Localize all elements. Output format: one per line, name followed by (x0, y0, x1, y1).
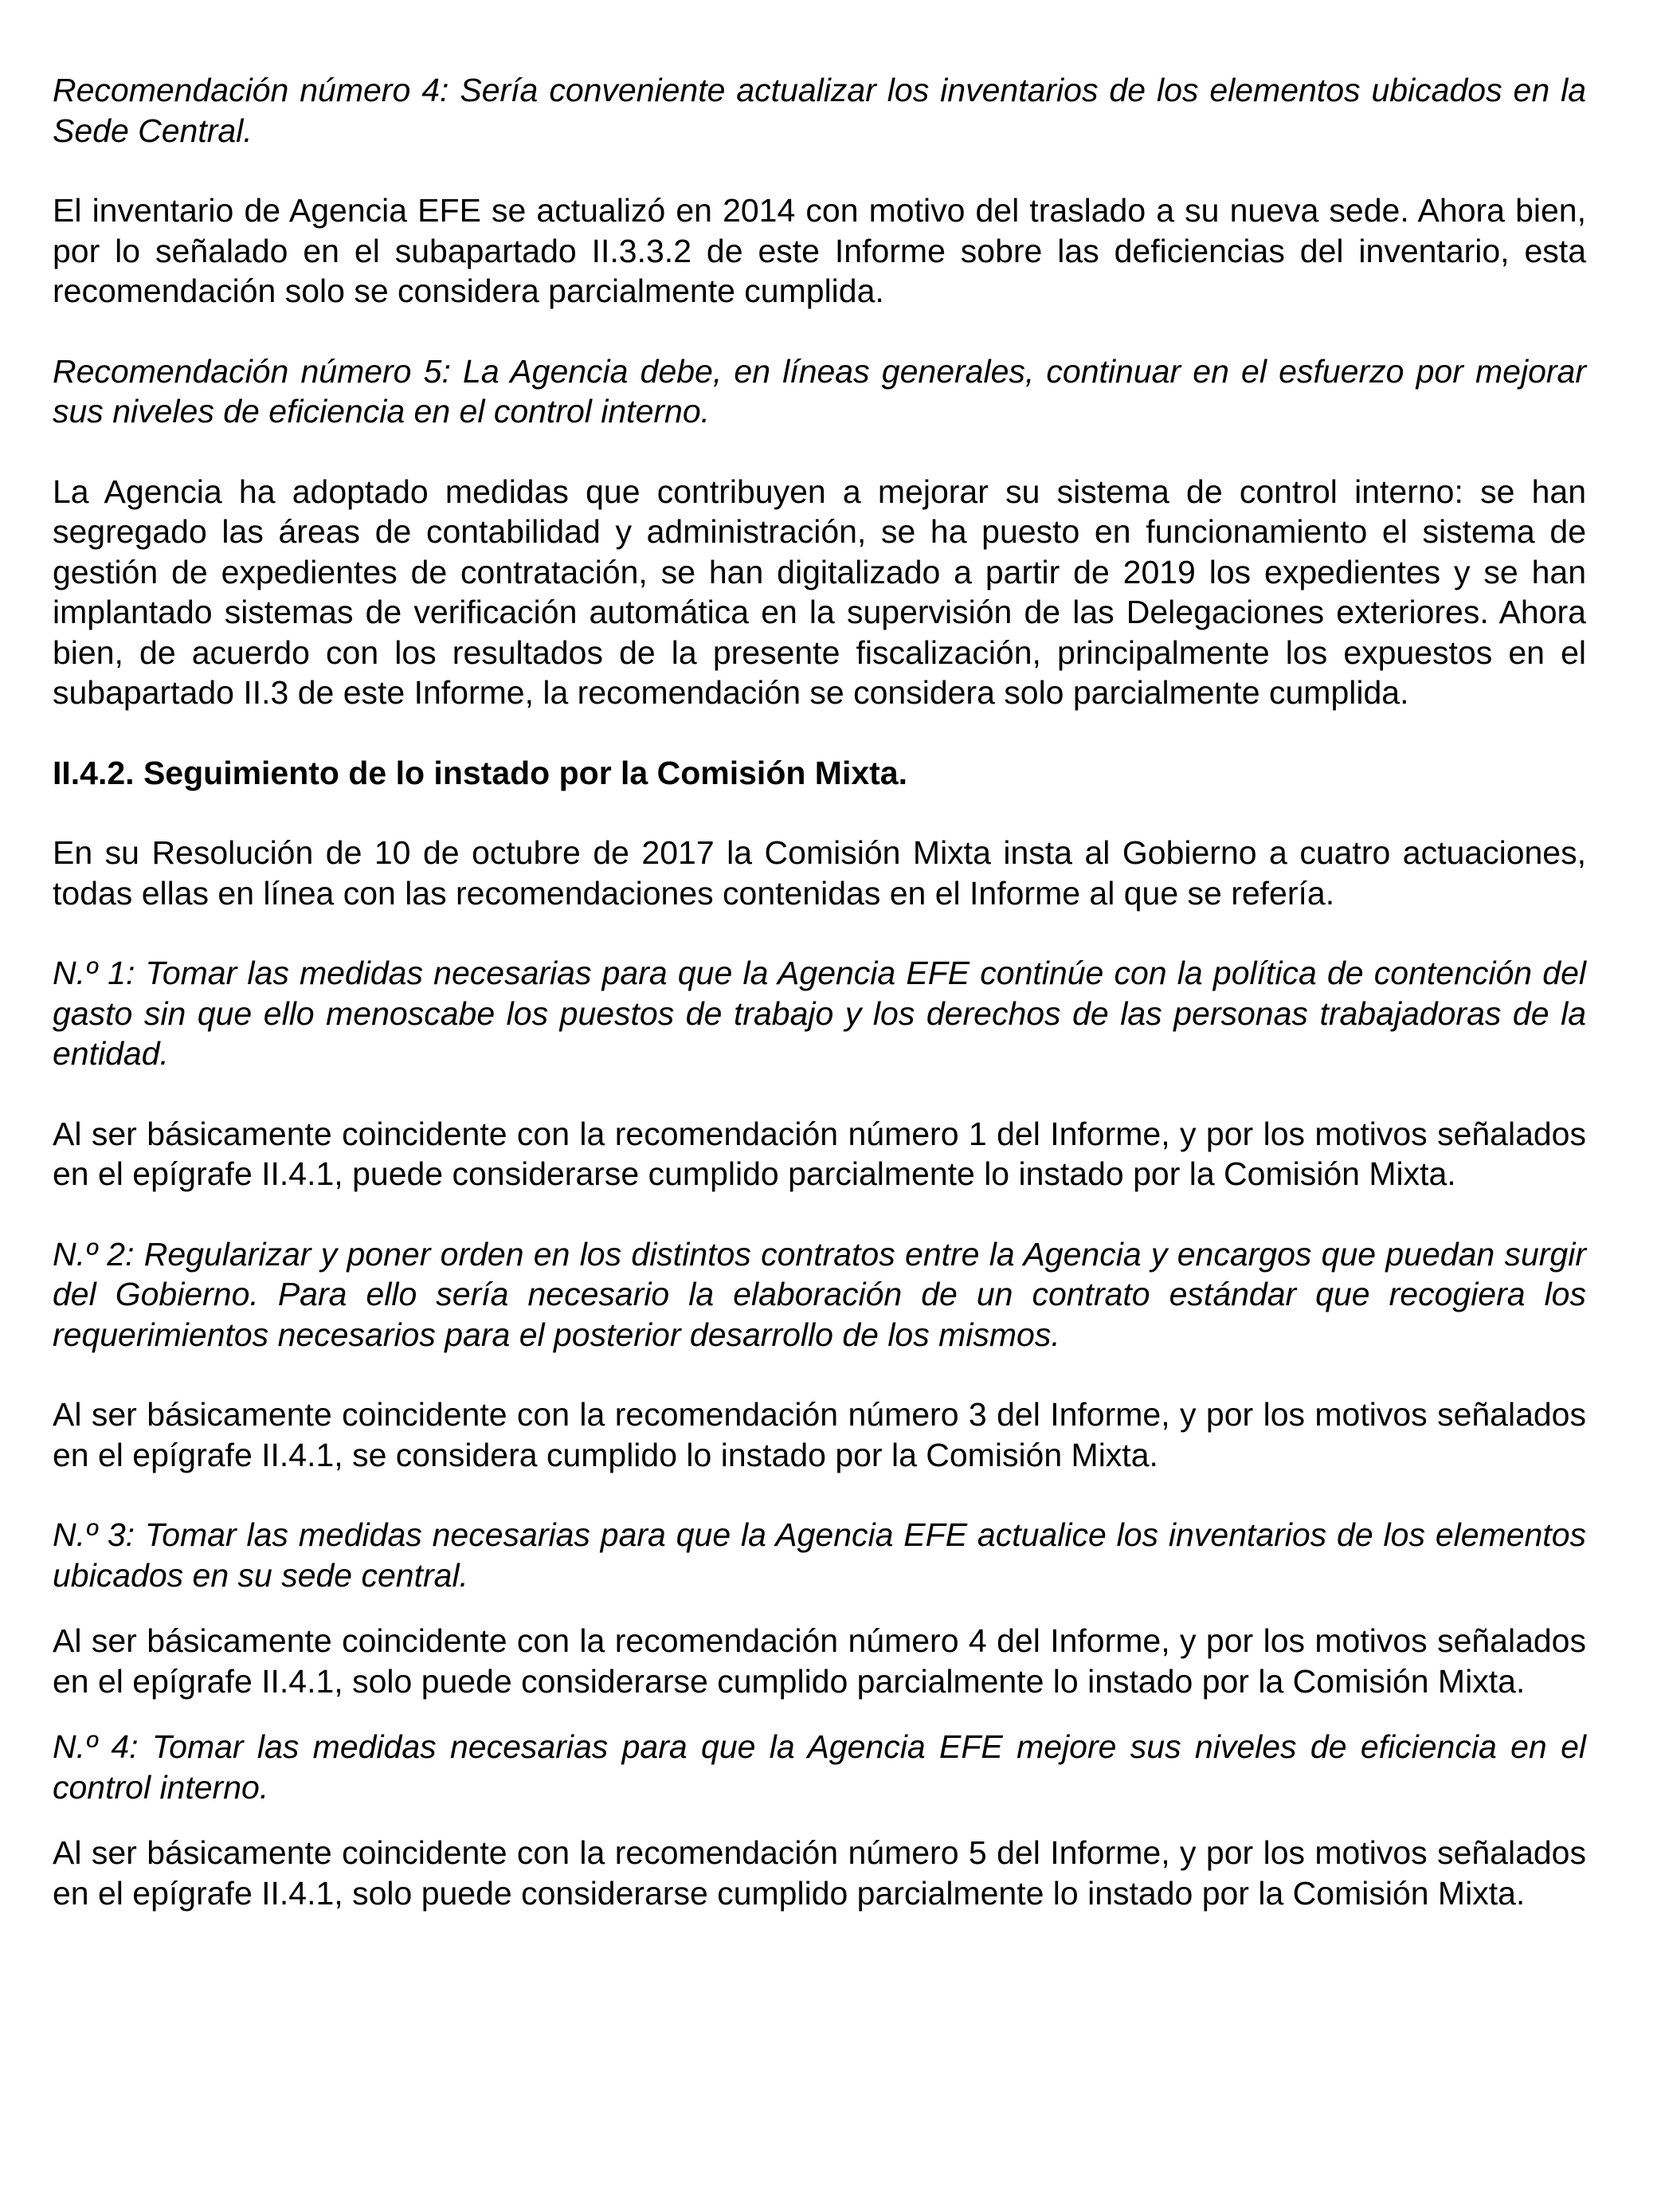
paragraph-recomendacion-4: Recomendación número 4: Sería conveniente actualizar los inventarios de los elementos ubicados en la Sede Central. (53, 72, 1586, 149)
paragraph-instancia-3: N.º 3: Tomar las medidas necesarias para que la Agencia EFE actualice los inventarios de los elementos ubicados en su sede central. (53, 1516, 1586, 1594)
paragraph-control-interno: La Agencia ha adoptado medidas que contribuyen a mejorar su sistema de control interno: se han segregado las áreas de contabilidad y administración, se ha puesto en funcionamiento el sistema de gestión de expedientes de contratación, se han digitalizado a partir de 2019 los expedientes y se han implantado sistemas de verificación automática en la supervisión de las Delegaciones exteriores. Ahora bien, de acuerdo con los resultados de la presente fiscalización, principalmente los expuestos en el subapartado II.3 de este Informe, la recomendación se considera solo parcialmente cumplida. (53, 473, 1586, 711)
paragraph-inventario-efe: El inventario de Agencia EFE se actualizó en 2014 con motivo del traslado a su nueva sede. Ahora bien, por lo señalado en el subapartado II.3.3.2 de este Informe sobre las deficiencias del inventario, esta recomendación solo se considera parcialmente cumplida. (53, 192, 1586, 309)
section-heading-ii-4-2: II.4.2. Seguimiento de lo instado por la Comisión Mixta. (53, 754, 907, 791)
paragraph-instancia-4: N.º 4: Tomar las medidas necesarias para que la Agencia EFE mejore sus niveles de eficiencia en el control interno. (53, 1728, 1586, 1806)
paragraph-seguimiento-1: Al ser básicamente coincidente con la recomendación número 1 del Informe, y por los motivos señalados en el epígrafe II.4.1, puede considerarse cumplido parcialmente lo instado por la Comisión Mixta. (53, 1115, 1586, 1192)
document-page (53, 70, 1586, 1913)
paragraph-instancia-2: N.º 2: Regularizar y poner orden en los distintos contratos entre la Agencia y encargos que puedan surgir del Gobierno. Para ello sería necesario la elaboración de un contrato estándar que recogiera los requerimientos necesarios para el posterior desarrollo de los mismos. (53, 1235, 1586, 1353)
paragraph-instancia-1: N.º 1: Tomar las medidas necesarias para que la Agencia EFE continúe con la política de contención del gasto sin que ello menoscabe los puestos de trabajo y los derechos de las personas trabajadoras de la entidad. (53, 955, 1586, 1072)
paragraph-recomendacion-5: Recomendación número 5: La Agencia debe, en líneas generales, continuar en el esfuerzo por mejorar sus niveles de eficiencia en el control interno. (53, 352, 1586, 429)
paragraph-resolucion: En su Resolución de 10 de octubre de 2017 la Comisión Mixta insta al Gobierno a cuatro actuaciones, todas ellas en línea con las recomendaciones contenidas en el Informe al que se refería. (53, 834, 1586, 912)
paragraph-seguimiento-2: Al ser básicamente coincidente con la recomendación número 3 del Informe, y por los motivos señalados en el epígrafe II.4.1, se considera cumplido lo instado por la Comisión Mixta. (53, 1396, 1586, 1473)
paragraph-seguimiento-3: Al ser básicamente coincidente con la recomendación número 4 del Informe, y por los motivos señalados en el epígrafe II.4.1, solo puede considerarse cumplido parcialmente lo instado por la Comisión Mixta. (53, 1622, 1586, 1700)
paragraph-seguimiento-4: Al ser básicamente coincidente con la recomendación número 5 del Informe, y por los motivos señalados en el epígrafe II.4.1, solo puede considerarse cumplido parcialmente lo instado por la Comisión Mixta. (53, 1834, 1586, 1912)
